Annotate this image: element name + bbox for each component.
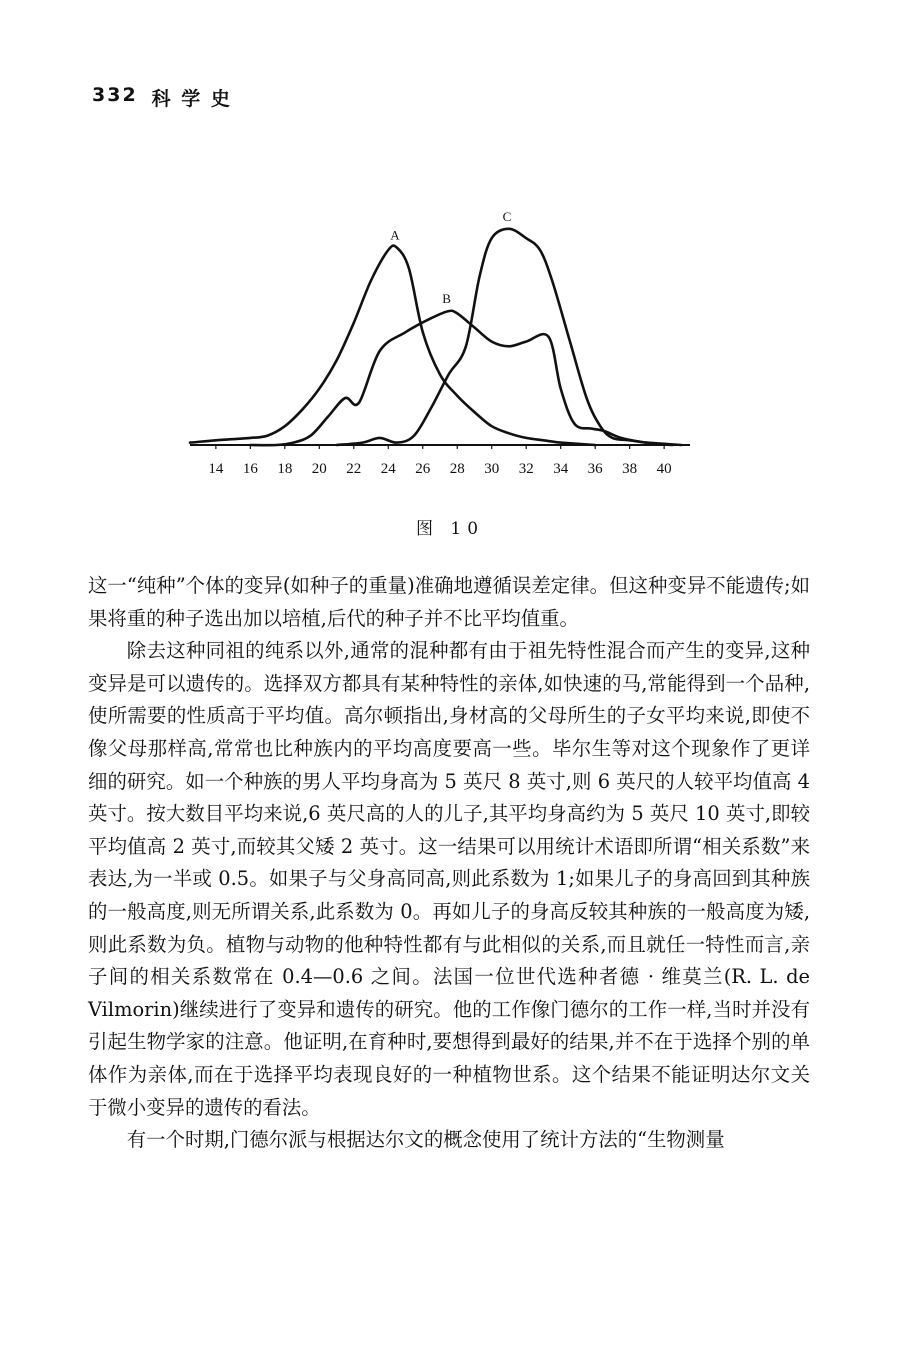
book-title: 科 学 史 [151, 88, 232, 110]
paragraph-2: 除去这种同祖的纯系以外,通常的混种都有由于祖先特性混合而产生的变异,这种变异是可以遗传的。选择双方都具有某种特性的亲体,如快速的马,常能得到一个品种,使所需要的性质高于平均值。高尔顿指出,身材高的父母所生的子女平均来说,即使不像父母那样高,常常也比种族内的平均高度要高一些。毕尔生等对这个现象作了更详细的研究。如一个种族的男人平均身高为 5 英尺 8 英寸,则 6 英尺的人较平均值高 4 英寸。按大数目平均来说,6 英尺高的人的儿子,其平均身高约为 5 英尺 10 英寸,即较平均值高 2 英寸,而较其父矮 2 英寸。这一结果可以用统计术语即所谓“相关系数”来表达,为一半或 0.5。如果子与父身高同高,则此系数为 1;如果儿子的身高回到其种族的一般高度,则无所谓关系,此系数为 0。再如儿子的身高反较其种族的一般高度为矮,则此系数为负。植物与动物的他种特性都有与此相似的关系,而且就任一特性而言,亲子间的相关系数常在 0.4—0.6 之间。法国一位世代选种者德 · 维莫兰(R. L. de Vilmorin)继续进行了变异和遗传的研究。他的工作像门德尔的工作一样,当时并没有引起生物学家的注意。他证明,在育种时,要想得到最好的结果,并不在于选择个别的单体作为亲体,而在于选择平均表现良好的一种植物世系。这个结果不能证明达尔文关于微小变异的遗传的看法。 [88, 639, 810, 1119]
x-tick-label: 30 [484, 461, 500, 477]
distribution-curves-chart [150, 180, 710, 500]
curve-label-c: C [502, 208, 512, 224]
curve-c [337, 229, 682, 445]
x-tick-label: 34 [553, 461, 569, 477]
x-tick-label: 20 [311, 461, 327, 477]
x-tick-label: 26 [415, 461, 431, 477]
x-tick-label: 22 [346, 461, 362, 477]
x-tick-label: 32 [518, 461, 534, 477]
x-tick-label: 14 [208, 461, 224, 477]
x-tick-label: 18 [277, 461, 293, 477]
page-number: 332 [92, 84, 138, 106]
x-tick-label: 16 [242, 461, 258, 477]
curve-a [190, 246, 595, 445]
paragraph-3: 有一个时期,门德尔派与根据达尔文的概念使用了统计方法的“生物测量 [126, 1128, 725, 1152]
x-tick-label: 24 [380, 461, 396, 477]
curve-label-b: B [442, 291, 451, 307]
x-tick-label: 36 [587, 461, 603, 477]
curve-label-a: A [390, 227, 400, 243]
body-text [88, 570, 810, 1157]
page-header [92, 84, 232, 111]
x-tick-label: 38 [622, 461, 638, 477]
x-tick-label: 28 [449, 461, 465, 477]
figure-caption: 图 10 [415, 519, 485, 539]
curve-b [250, 311, 673, 445]
x-tick-label: 40 [656, 461, 672, 477]
figure-10 [150, 180, 710, 500]
paragraph-1: 这一“纯种”个体的变异(如种子的重量)准确地遵循误差定律。但这种变异不能遗传;如果将重的种子选出加以培植,后代的种子并不比平均值重。 [88, 574, 810, 630]
